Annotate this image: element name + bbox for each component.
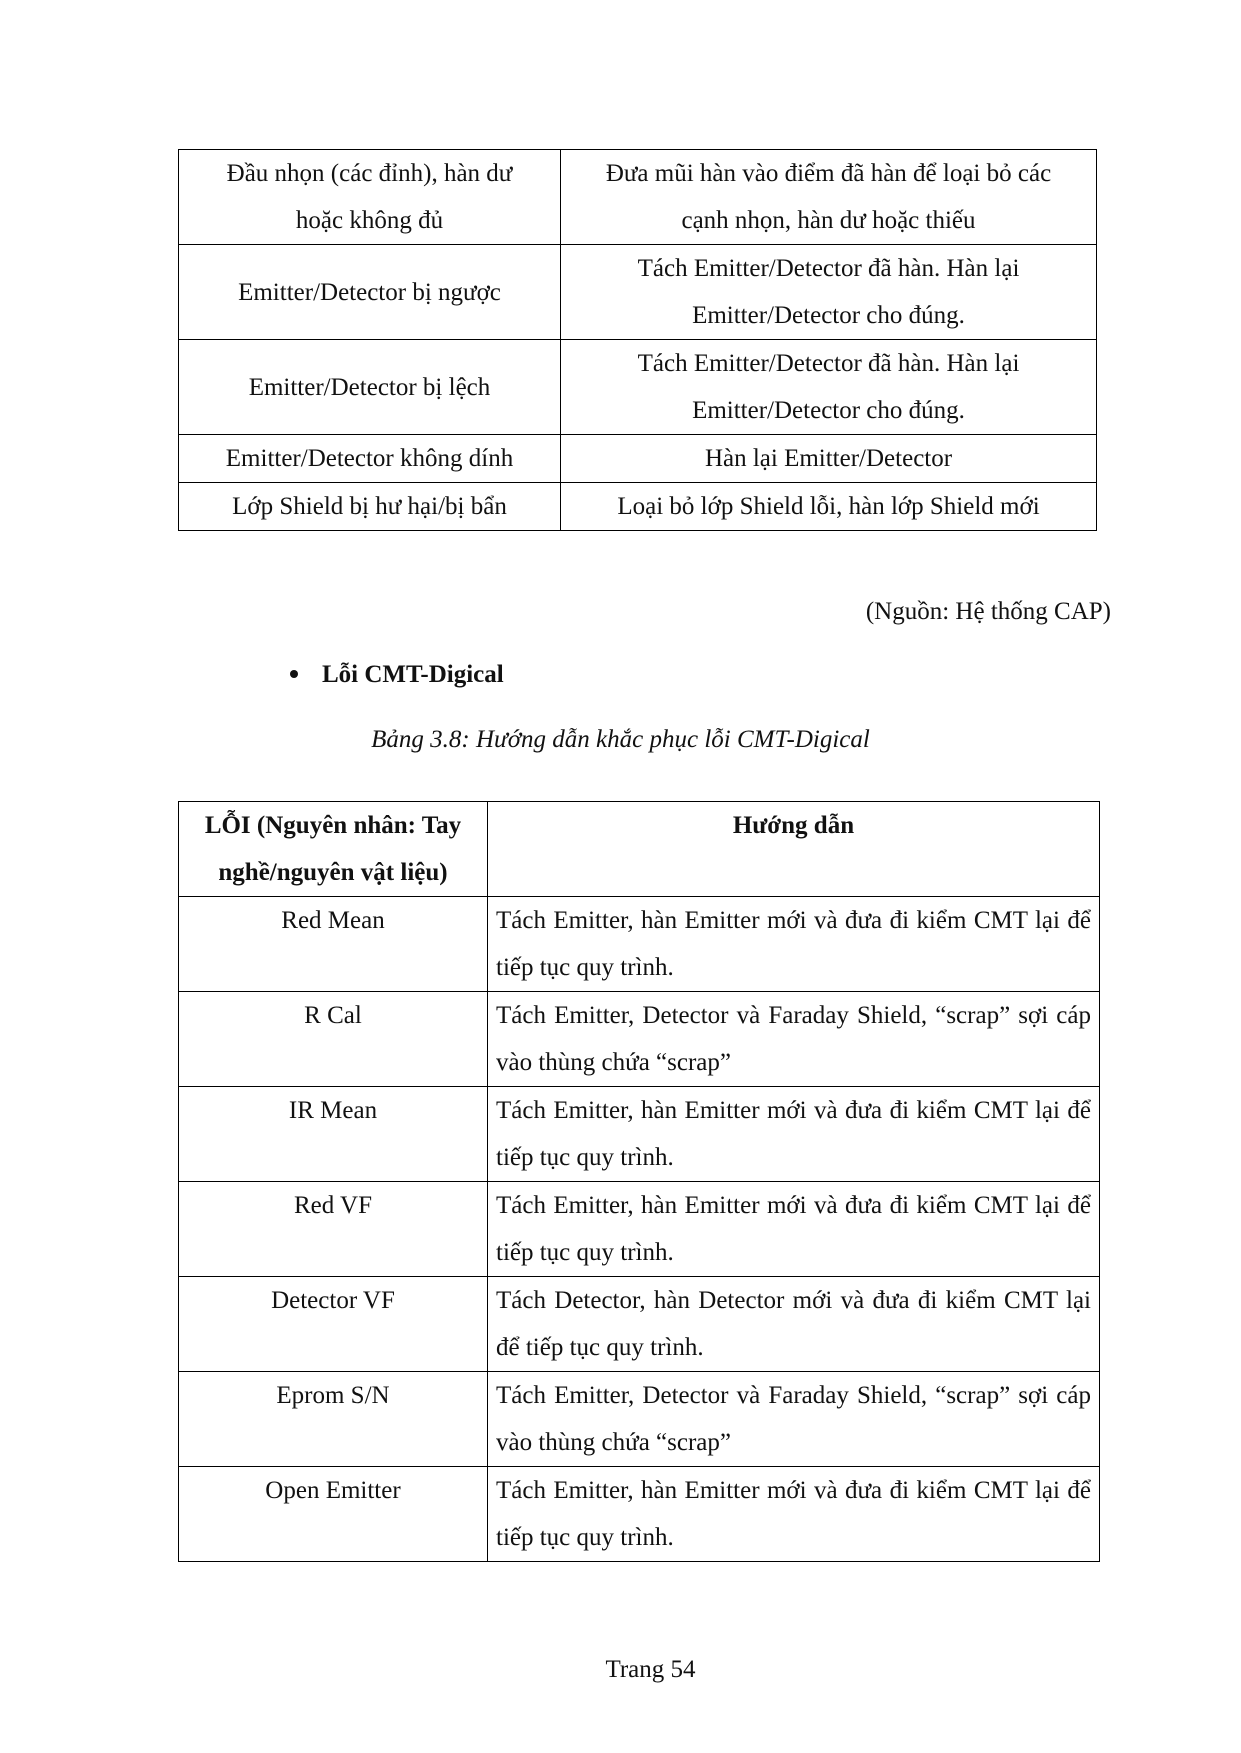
section-heading (290, 655, 504, 695)
table-row (179, 992, 1100, 1087)
fix-cell: Tách Emitter, hàn Emitter mới và đưa đi kiểm CMT lại để tiếp tục quy trình. (488, 1467, 1100, 1562)
section-heading-text: Lỗi CMT-Digical (322, 661, 504, 688)
table-row (179, 483, 1097, 531)
table-row (179, 435, 1097, 483)
error-cell: IR Mean (179, 1087, 488, 1182)
fix-cell: Tách Emitter, Detector và Faraday Shield, “scrap” sợi cáp vào thùng chứa “scrap” (488, 1372, 1100, 1467)
table-row (179, 1277, 1100, 1372)
error-cell: Detector VF (179, 1277, 488, 1372)
error-cell: Emitter/Detector bị ngược (179, 245, 561, 340)
source-note: (Nguồn: Hệ thống CAP) (865, 598, 1111, 625)
fix-cell: Loại bỏ lớp Shield lỗi, hàn lớp Shield mới (561, 483, 1097, 531)
error-cell: R Cal (179, 992, 488, 1087)
fix-cell: Tách Detector, hàn Detector mới và đưa đi kiểm CMT lại để tiếp tục quy trình. (488, 1277, 1100, 1372)
fix-cell: Tách Emitter, hàn Emitter mới và đưa đi kiểm CMT lại để tiếp tục quy trình. (488, 897, 1100, 992)
error-cell: Open Emitter (179, 1467, 488, 1562)
fix-cell: Tách Emitter, hàn Emitter mới và đưa đi kiểm CMT lại để tiếp tục quy trình. (488, 1087, 1100, 1182)
table-row (179, 1467, 1100, 1562)
fix-cell: Tách Emitter, hàn Emitter mới và đưa đi kiểm CMT lại để tiếp tục quy trình. (488, 1182, 1100, 1277)
error-cell: Emitter/Detector bị lệch (179, 340, 561, 435)
error-cell: Lớp Shield bị hư hại/bị bẩn (179, 483, 561, 531)
troubleshooting-table-continued (178, 149, 1097, 531)
table-row (179, 1372, 1100, 1467)
table-header-row (179, 802, 1100, 897)
table-row (179, 340, 1097, 435)
fix-cell: Tách Emitter/Detector đã hàn. Hàn lại Emitter/Detector cho đúng. (561, 340, 1097, 435)
table-row (179, 245, 1097, 340)
table-row (179, 150, 1097, 245)
error-cell: Red Mean (179, 897, 488, 992)
bullet-icon (290, 670, 298, 678)
page-number: Trang 54 (605, 1656, 696, 1683)
fix-cell: Tách Emitter, Detector và Faraday Shield, “scrap” sợi cáp vào thùng chứa “scrap” (488, 992, 1100, 1087)
error-cell: Đầu nhọn (các đỉnh), hàn dư hoặc không đủ (179, 150, 561, 245)
fix-cell: Hàn lại Emitter/Detector (561, 435, 1097, 483)
table-row (179, 1182, 1100, 1277)
table-caption: Bảng 3.8: Hướng dẫn khắc phục lỗi CMT-Digical (371, 726, 870, 753)
fix-cell: Đưa mũi hàn vào điểm đã hàn để loại bỏ các cạnh nhọn, hàn dư hoặc thiếu (561, 150, 1097, 245)
cmt-digical-table (178, 801, 1100, 1562)
header-fix: Hướng dẫn (488, 802, 1100, 897)
error-cell: Emitter/Detector không dính (179, 435, 561, 483)
table-row (179, 1087, 1100, 1182)
table-row (179, 897, 1100, 992)
fix-cell: Tách Emitter/Detector đã hàn. Hàn lại Emitter/Detector cho đúng. (561, 245, 1097, 340)
header-error: LỖI (Nguyên nhân: Tay nghề/nguyên vật liệu) (179, 802, 488, 897)
error-cell: Eprom S/N (179, 1372, 488, 1467)
error-cell: Red VF (179, 1182, 488, 1277)
